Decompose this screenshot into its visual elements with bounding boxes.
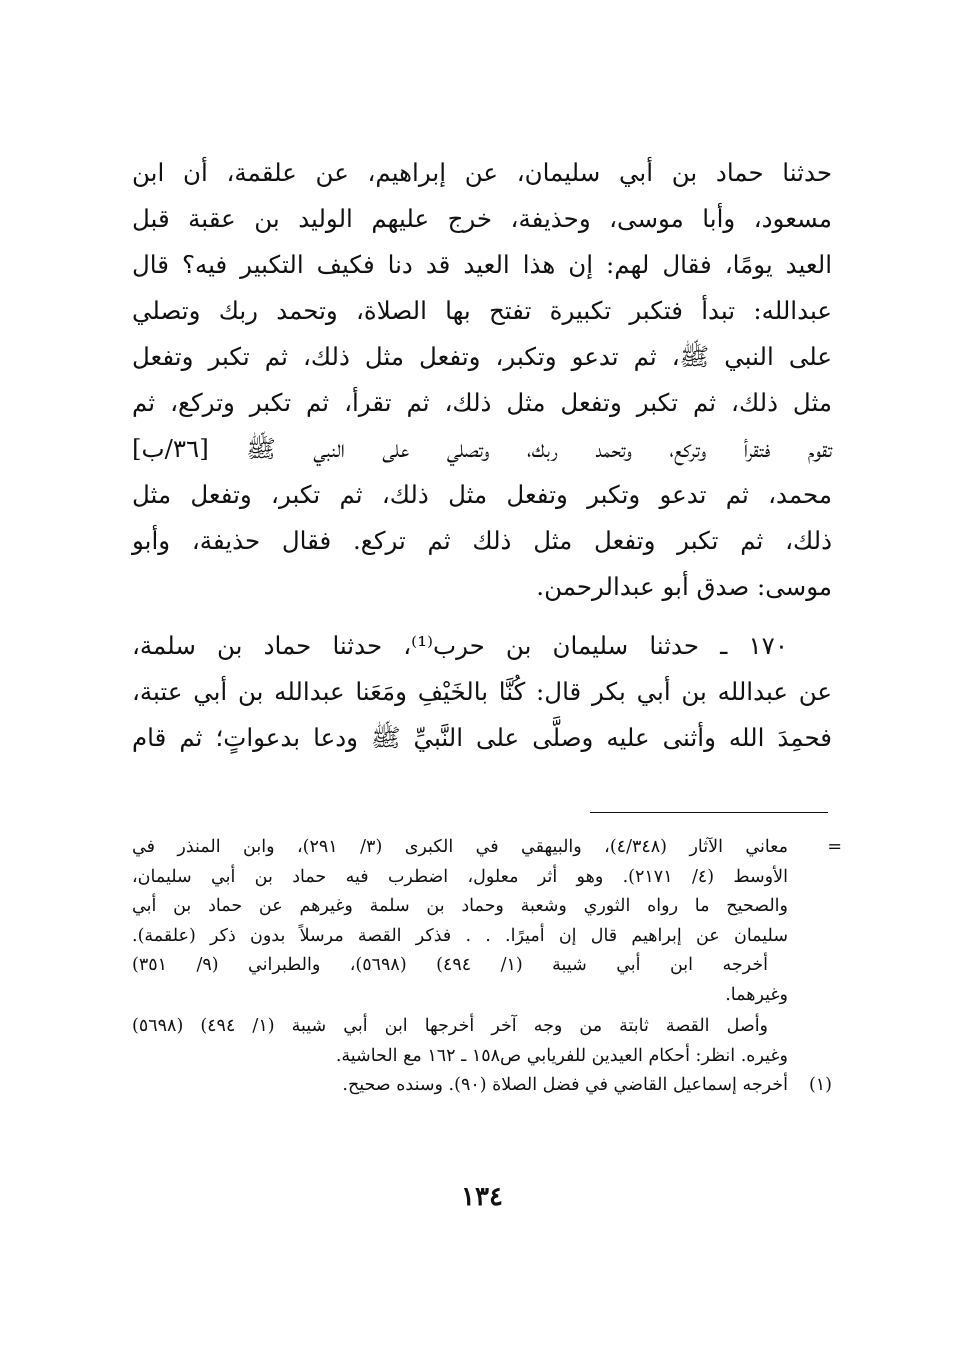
text-line: عن عبدالله بن أبي بكر قال: كُنَّا بالخَيْفِ ومَعَنا عبدالله بن أبي عتبة،: [132, 677, 832, 706]
footnote-line: أخرجه ابن أبي شيبة (١/ ٤٩٤) (٥٦٩٨)، والطبراني (٩/ ٣٥١): [132, 955, 769, 975]
footnote-line: سليمان عن إبراهيم قال إن أميرًا. . . فذكر القصة مرسلاً بدون ذكر (علقمة).: [132, 925, 788, 946]
footnote-line: وغيره. انظر: أحكام العيدين للفريابي ص١٥٨ ـ ١٦٢ مع الحاشية.: [335, 1045, 788, 1066]
footnote-text: أخرجه إسماعيل القاضي في فضل الصلاة (٩٠). وسنده صحيح.: [342, 1075, 788, 1095]
footnote-line: [132, 833, 842, 863]
text-line: ذلك، ثم تكبر وتفعل مثل ذلك ثم تركع. فقال حذيفة، وأبو: [132, 526, 832, 555]
text-line: موسى: صدق أبو عبدالرحمن.: [536, 572, 832, 601]
footnote-line: وأصل القصة ثابتة من وجه آخر أخرجها ابن أبي شيبة (١/ ٤٩٤) (٥٦٩٨): [132, 1016, 769, 1036]
text-line: ١٧٠ ـ حدثنا سليمان بن حرب⁽¹⁾، حدثنا حماد بن سلمة،: [132, 631, 788, 660]
main-text: [132, 150, 832, 761]
text-line: العيد يومًا، فقال لهم: إن هذا العيد قد دنا فكيف التكبير فيه؟ قال: [132, 250, 832, 279]
text-line: حدثنا حماد بن أبي سليمان، عن إبراهيم، عن علقمة، أن ابن: [132, 158, 832, 187]
footnote-text: معاني الآثار (٤/٣٤٨)، والبيهقي في الكبرى (٣/ ٢٩١)، وابن المنذر في: [132, 837, 788, 857]
text-line: فحمِدَ الله وأثنى عليه وصلَّى على النَّبيِّ ﷺ ودعا بدعواتٍ؛ ثم قام: [132, 723, 832, 752]
text-line: تقوم فتقرأ وتركع، وتحمد ربك، وتصلي على النبي ﷺ [٣٦/ب]: [132, 434, 832, 463]
footnote-separator: [590, 812, 828, 813]
text-line: عبدالله: تبدأ فتكبر تكبيرة تفتح بها الصلاة، وتحمد ربك وتصلي: [132, 296, 832, 325]
text-line: محمد، ثم تدعو وتكبر وتفعل مثل ذلك، ثم تكبر، وتفعل مثل: [132, 480, 832, 509]
paragraph-gap: [132, 610, 832, 623]
footnote-1: [132, 1071, 832, 1101]
text-line: مسعود، وأبا موسى، وحذيفة، خرج عليهم الوليد بن عقبة قبل: [132, 204, 832, 233]
footnote-line: وغيرهما.: [725, 984, 788, 1005]
footnote-line: الأوسط (٤/ ٢١٧١). وهو أثر معلول، اضطرب فيه حماد بن أبي سليمان،: [132, 866, 788, 887]
continuation-marker: =: [827, 837, 842, 857]
text-line: على النبي ﷺ، ثم تدعو وتكبر، وتفعل مثل ذلك، ثم تكبر وتفعل: [132, 342, 832, 371]
footnote-number: (١): [808, 1075, 832, 1095]
page-number: ١٣٤: [461, 1182, 503, 1212]
text-line: مثل ذلك، ثم تكبر وتفعل مثل ذلك، ثم تقرأ، ثم تكبر وتركع، ثم: [132, 388, 832, 417]
footnote-line: والصحيح ما رواه الثوري وشعبة وحماد بن سلمة وغيرهم عن حماد بن أبي: [132, 896, 788, 916]
footnotes: [132, 833, 842, 1101]
